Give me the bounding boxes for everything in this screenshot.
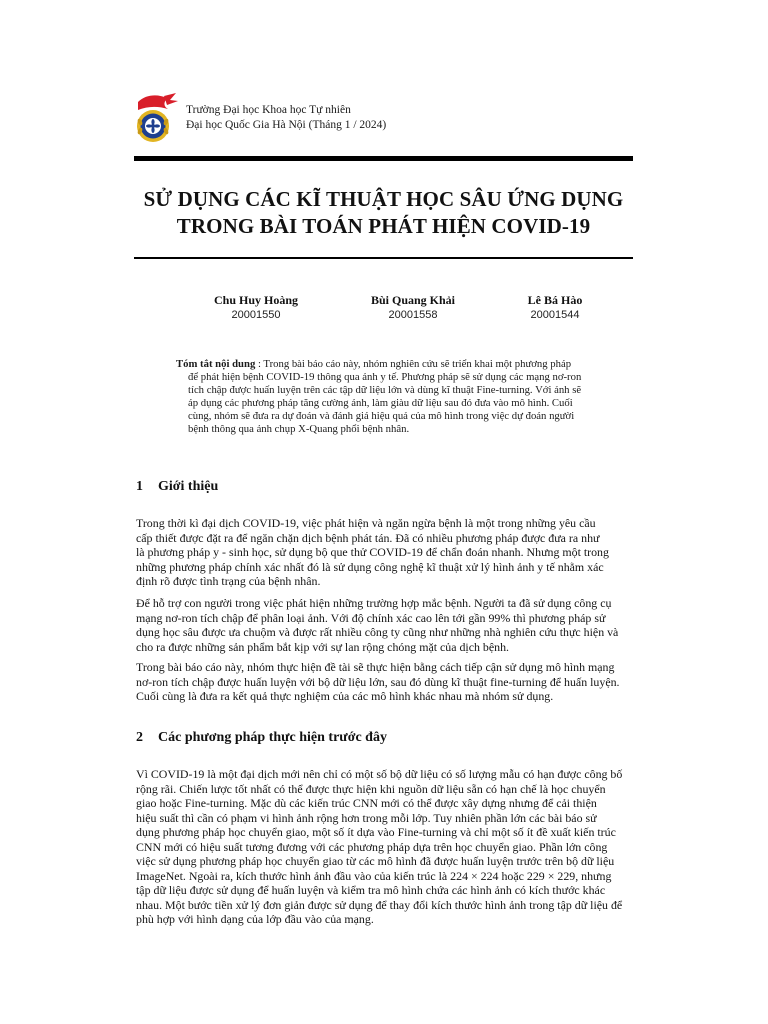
author-id: 20001558: [388, 309, 438, 321]
section-heading-previous-methods: [136, 729, 387, 747]
author: [475, 292, 635, 322]
title-rule: [134, 257, 633, 259]
author-name: Chu Huy Hoàng: [213, 293, 299, 307]
section-title: Các phương pháp thực hiện trước đây: [158, 730, 387, 745]
paragraph: [136, 660, 633, 704]
paragraph: [136, 516, 633, 589]
text-line: dụng phương pháp học chuyển giao, một số ít dựa vào Fine-turning và chỉ một số ít đề xuất kiến trúc: [136, 825, 616, 839]
section-number: 1: [136, 479, 143, 494]
text-line: phù hợp với hình dạng của lớp đầu vào của mạng.: [136, 912, 374, 926]
text-line: Trong bài báo cáo này, nhóm thực hiện đề tài sẽ thực hiện bằng cách tiếp cận sử dụng mô hình mạng: [136, 660, 615, 674]
text-line: nơ-ron tích chập được huấn luyện với bộ dữ liệu lớn, sau đó dùng kĩ thuật fine-turning để huấn luyện.: [136, 674, 620, 689]
text-line: tập dữ liệu được sử dụng để huấn luyện và kiểm tra mô hình chứa các hình ảnh có kích thước khác: [136, 883, 606, 897]
paper-title: [134, 186, 633, 240]
text-line: những phương pháp chính xác nhất đó là sử dụng công nghệ kĩ thuật xử lý hình ảnh y tế nhằm xác: [136, 559, 604, 574]
university-seal-icon: [134, 92, 180, 146]
abstract-line: áp dụng các phương pháp tăng cường ảnh, làm giàu dữ liệu sau đó đưa vào mô hình. Cuối: [188, 397, 573, 409]
abstract-line: cùng, nhóm sẽ đưa ra dự đoán và đánh giá hiệu quả của mô hình trong việc dự đoán người: [188, 410, 575, 422]
text-line: việc sử dụng phương pháp học chuyển giao từ các mô hình đã được huấn luyện trước trên bộ dữ liệu: [136, 854, 615, 868]
text-line: hiệu suất thì cần có phạm vi hình ảnh rộng hơn trong mỗi lớp. Tuy nhiên phần lớn các bài báo sử: [136, 810, 597, 825]
author-id: 20001550: [231, 309, 281, 321]
section-number: 2: [136, 730, 143, 745]
author-id: 20001544: [530, 309, 580, 321]
author: [333, 292, 493, 322]
abstract-line: để phát hiện bệnh COVID-19 thông qua ảnh y tế. Phương pháp sẽ sử dụng các mạng nơ-ron: [188, 371, 582, 383]
text-line: mạng nơ-ron tích chập để phân loại ảnh. Với độ chính xác cao lên tới gần 99% thì phương pháp sử: [136, 610, 606, 625]
paper-header: [134, 92, 634, 152]
abstract-line: bệnh thông qua ảnh chụp X-Quang phổi bệnh nhân.: [188, 423, 410, 435]
author: [176, 292, 336, 322]
text-line: dụng học sâu được ưa chuộm và được rất nhiều công ty cũng như những nhà nghiên cứu thực hiện và: [136, 625, 619, 639]
abstract-line: tích chập được huấn luyện trên các tập dữ liệu lớn và dùng kĩ thuật Fine-turning. Với ảnh sẽ: [188, 384, 582, 396]
text-line: cấp thiết được đặt ra để ngăn chặn dịch bệnh phát tán. Đã có nhiều phương pháp được đưa ra như: [136, 530, 600, 545]
text-line: Để hỗ trợ con người trong việc phát hiện những trường hợp mắc bệnh. Người ta đã sử dụng công cụ: [136, 596, 612, 610]
institution-info: [186, 103, 386, 133]
text-line: Trong thời kì đại dịch COVID-19, việc phát hiện và ngăn ngừa bệnh là một trong những yêu cầu: [136, 516, 596, 530]
institution-name: Trường Đại học Khoa học Tự nhiên: [186, 104, 351, 116]
text-line: cho ra được những sản phẩm bắt kịp với sự lan rộng chóng mặt của dịch bệnh.: [136, 639, 510, 654]
text-line: Vì COVID-19 là một đại dịch mới nên chỉ có một số bộ dữ liệu có số lượng mẫu có hạn được công bố: [136, 767, 623, 781]
section-heading-introduction: [136, 478, 218, 496]
header-rule: [134, 156, 633, 161]
text-line: là phương pháp y - sinh học, sử dụng bộ que thử COVID-19 để chẩn đoán nhanh. Nhưng một trong: [136, 545, 609, 559]
abstract: [176, 358, 592, 436]
author-list: [134, 292, 633, 332]
text-line: CNN mới có hiệu suất tương đương với các phương pháp dựa trên học chuyển giao. Phần lớn công: [136, 839, 608, 854]
abstract-label: Tóm tắt nội dung: [176, 358, 256, 370]
text-line: ImageNet. Ngoài ra, kích thước hình ảnh đầu vào của kiến trúc là 224 × 224 hoặc 229 × 229, nhưng: [136, 868, 612, 883]
title-line-1: SỬ DỤNG CÁC KĨ THUẬT HỌC SÂU ỨNG DỤNG: [143, 187, 624, 211]
paragraph: [136, 767, 633, 927]
text-line: Cuối cùng là đưa ra kết quả thực nghiệm của các mô hình khác nhau mà nhóm sử dụng.: [136, 689, 554, 703]
text-line: giao hoặc Fine-turning. Mặc dù các kiến trúc CNN mới có thể được xây dựng nhưng để cải thiện: [136, 796, 597, 810]
author-name: Lê Bá Hào: [527, 293, 583, 307]
text-line: định rõ được tình trạng của bệnh nhân.: [136, 574, 321, 588]
university-date: Đại học Quốc Gia Hà Nội (Tháng 1 / 2024): [186, 119, 387, 131]
title-line-2: TRONG BÀI TOÁN PHÁT HIỆN COVID-19: [176, 214, 591, 238]
section-title: Giới thiệu: [158, 479, 219, 494]
abstract-line: Tóm tắt nội dung : Trong bài báo cáo này, nhóm nghiên cứu sẽ triển khai một phương pháp: [176, 358, 572, 370]
author-name: Bùi Quang Khải: [370, 293, 456, 307]
text-line: rộng rãi. Chiến lược tốt nhất có thể được thực hiện khi nguồn dữ liệu sẵn có hạn chế là học chuyển: [136, 781, 606, 796]
paragraph: [136, 596, 633, 654]
text-line: nhau. Một bước tiền xử lý đơn giản được sử dụng để thay đổi kích thước hình ảnh trong tập dữ liệu để: [136, 897, 623, 912]
